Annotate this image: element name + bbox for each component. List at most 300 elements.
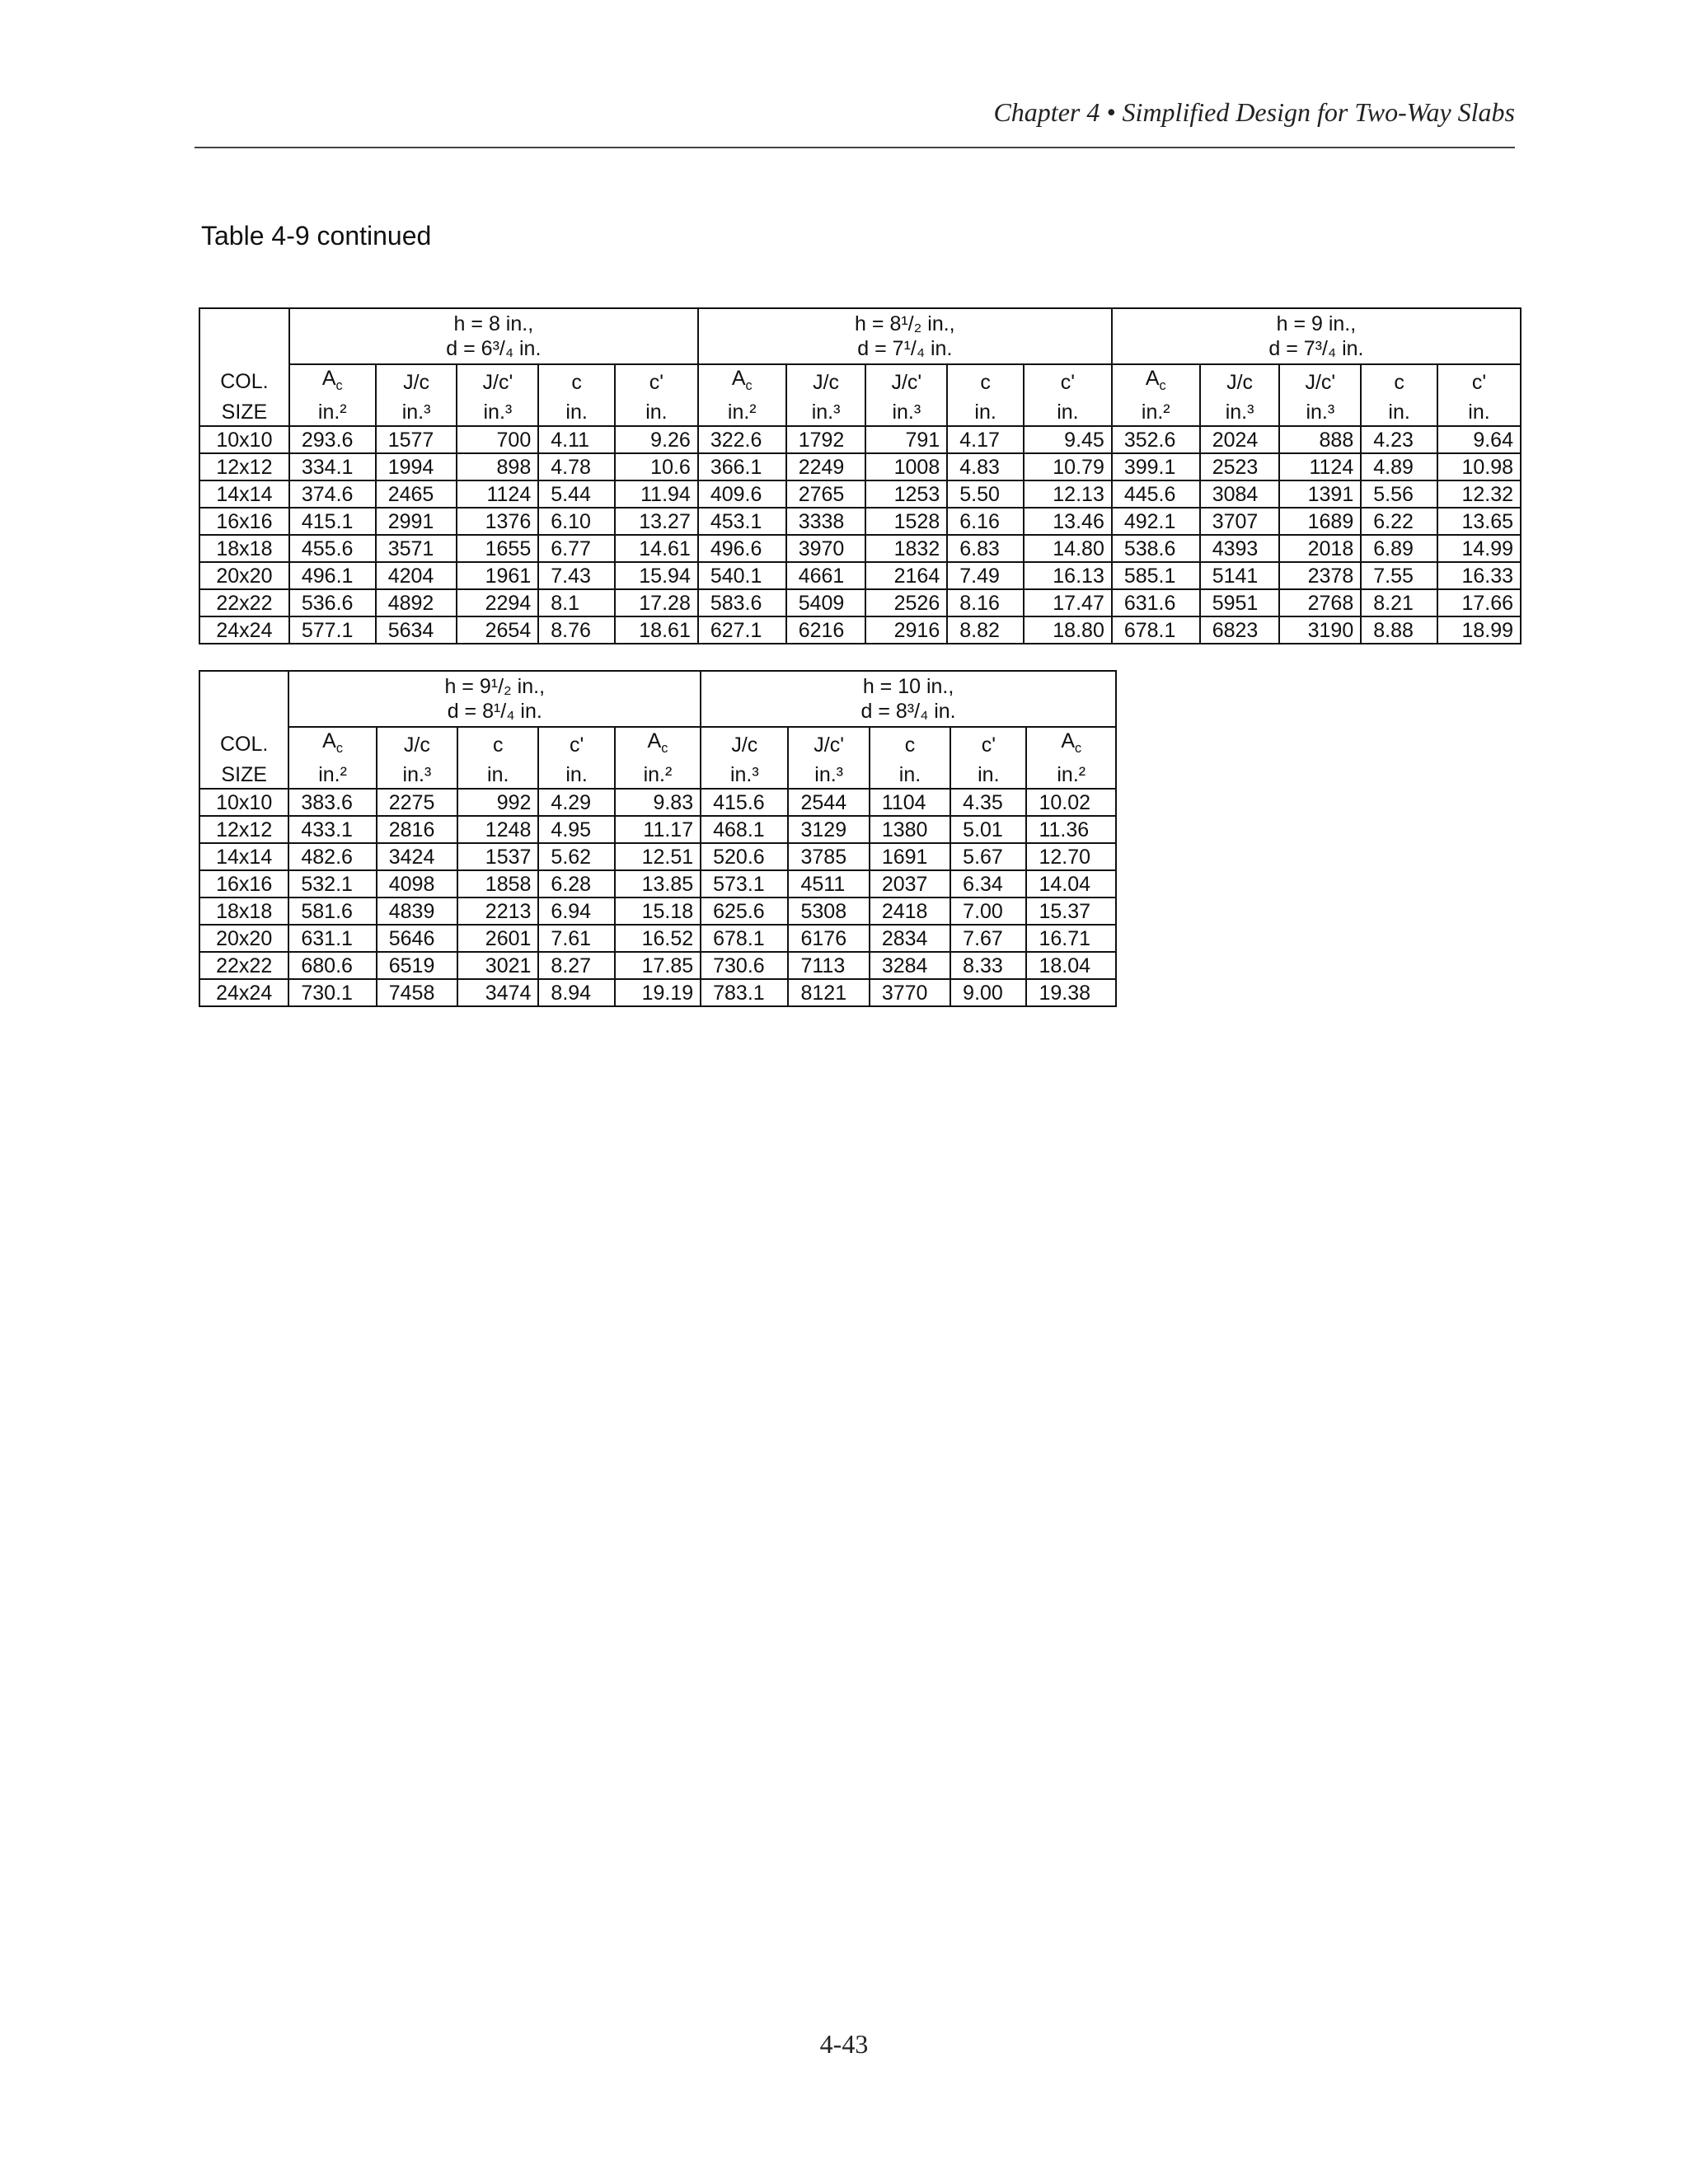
table-row [199,952,1116,979]
table-cell: 8.88 [1361,616,1437,644]
table-cell: 11.17 [615,816,701,843]
table-cell: 433.1 [288,816,376,843]
table-cell: 455.6 [289,535,376,562]
column-unit: in. [950,762,1026,789]
column-unit: in.³ [377,762,457,789]
table-cell: 7113 [788,952,869,979]
table-cell: 1858 [457,870,538,898]
table-cell: 1104 [870,789,950,816]
table-cell: 730.1 [288,979,376,1006]
column-header: c' [1437,364,1521,399]
table-cell: 17.47 [1024,589,1112,616]
group-header-h: h = 9¹/₂ in., [444,675,546,698]
row-col-size: 22x22 [199,589,289,616]
column-header: J/c' [457,364,538,399]
table-cell: 2765 [786,480,866,508]
table-cell: 4.95 [538,816,614,843]
table-row [199,979,1116,1006]
table-cell: 9.45 [1024,426,1112,453]
row-col-size: 18x18 [199,535,289,562]
table-cell: 8.21 [1361,589,1437,616]
table-cell: 5.67 [950,843,1026,870]
table-cell: 4839 [377,898,457,925]
table-cell: 680.6 [288,952,376,979]
table-cell: 16.33 [1437,562,1521,589]
table-cell: 2418 [870,898,950,925]
table-cell: 334.1 [289,453,376,480]
table-cell: 6216 [786,616,866,644]
column-unit: in.³ [701,762,788,789]
table-cell: 17.28 [615,589,698,616]
row-col-size: 16x16 [199,508,289,535]
column-header: c [1361,364,1437,399]
table-cell: 2018 [1279,535,1361,562]
table-cell: 1577 [376,426,457,453]
table-cell: 888 [1279,426,1361,453]
table-cell: 6.22 [1361,508,1437,535]
table-cell: 18.99 [1437,616,1521,644]
table-cell: 898 [457,453,538,480]
table-cell: 17.85 [615,952,701,979]
group-header-h: h = 10 in., [862,675,954,698]
row-col-size: 12x12 [199,816,288,843]
column-unit: in. [870,762,950,789]
table-cell: 2213 [457,898,538,925]
column-unit: in.² [615,762,701,789]
table-cell: 3571 [376,535,457,562]
table-cell: 415.6 [701,789,788,816]
table-row [199,508,1521,535]
column-header: J/c' [788,727,869,762]
running-header-title: Chapter 4 • Simplified Design for Two-Way Slabs [993,97,1515,127]
table-cell: 678.1 [701,925,788,952]
column-header: c' [950,727,1026,762]
table-cell: 12.51 [615,843,701,870]
table-cell: 2544 [788,789,869,816]
column-unit: in. [457,762,538,789]
table-cell: 5308 [788,898,869,925]
table-cell: 496.1 [289,562,376,589]
table-row [199,426,1521,453]
table-row [199,925,1116,952]
table-cell: 9.64 [1437,426,1521,453]
row-col-size: 12x12 [199,453,289,480]
col-size-label-1: COL. [199,727,288,762]
unit-row [199,399,1521,426]
table-cell: 3284 [870,952,950,979]
table-cell: 18.61 [615,616,698,644]
column-header: $A_c$ [288,727,376,762]
table-cell: 791 [865,426,947,453]
table-cell: 14.61 [615,535,698,562]
table-cell: 730.6 [701,952,788,979]
column-header: J/c [701,727,788,762]
table-cell: 7.43 [538,562,615,589]
table-cell: 7.49 [947,562,1024,589]
table-cell: 1124 [457,480,538,508]
table-cell: 6.89 [1361,535,1437,562]
row-col-size: 14x14 [199,843,288,870]
row-col-size: 20x20 [199,562,289,589]
table-cell: 5.62 [538,843,614,870]
column-header: J/c' [865,364,947,399]
table-cell: 4098 [377,870,457,898]
group-header-d: d = 8³/₄ in. [860,700,956,723]
table-cell: 583.6 [698,589,786,616]
table-cell: 12.70 [1026,843,1116,870]
group-header-h: h = 9 in., [1276,312,1357,335]
table-cell: 322.6 [698,426,786,453]
column-unit: in.³ [1200,399,1280,426]
table-cell: 383.6 [288,789,376,816]
table-cell: 3190 [1279,616,1361,644]
table-cell: 12.32 [1437,480,1521,508]
table-cell: 15.18 [615,898,701,925]
table-4-9-part-2 [199,670,1117,1007]
column-header: c' [615,364,698,399]
table-cell: 8.1 [538,589,615,616]
table-cell: 6.10 [538,508,615,535]
table-cell: 5646 [377,925,457,952]
table-cell: 2465 [376,480,457,508]
column-unit: in. [1024,399,1112,426]
table-cell: 783.1 [701,979,788,1006]
column-unit: in. [947,399,1024,426]
table-cell: 2037 [870,870,950,898]
table-cell: 1792 [786,426,866,453]
column-unit: in.³ [1279,399,1361,426]
corner-cell [199,671,288,727]
table-cell: 8.16 [947,589,1024,616]
table-cell: 16.71 [1026,925,1116,952]
table-cell: 4661 [786,562,866,589]
table-cell: 11.36 [1026,816,1116,843]
table-cell: 700 [457,426,538,453]
table-cell: 2834 [870,925,950,952]
table-cell: 6.83 [947,535,1024,562]
row-col-size: 18x18 [199,898,288,925]
col-size-label-2: SIZE [199,762,288,789]
table-cell: 14.80 [1024,535,1112,562]
table-row [199,843,1116,870]
table-cell: 4.17 [947,426,1024,453]
table-row [199,816,1116,843]
column-header: c' [538,727,614,762]
table-cell: 8.82 [947,616,1024,644]
column-unit: in.² [698,399,786,426]
table-cell: 6.94 [538,898,614,925]
table-cell: 9.26 [615,426,698,453]
row-col-size: 14x14 [199,480,289,508]
table-cell: 4.78 [538,453,615,480]
table-row [199,562,1521,589]
table-cell: 4393 [1200,535,1280,562]
table-cell: 4892 [376,589,457,616]
table-cell: 496.6 [698,535,786,562]
table-cell: 3424 [377,843,457,870]
table-cell: 1961 [457,562,538,589]
table-cell: 3021 [457,952,538,979]
column-header: c [457,727,538,762]
column-header: J/c [786,364,866,399]
table-cell: 415.1 [289,508,376,535]
table-cell: 4.29 [538,789,614,816]
table-cell: 2991 [376,508,457,535]
table-cell: 19.19 [615,979,701,1006]
column-header: c' [1024,364,1112,399]
table-cell: 2378 [1279,562,1361,589]
group-header-h: h = 8¹/₂ in., [855,312,955,335]
column-unit: in.³ [865,399,947,426]
table-cell: 4204 [376,562,457,589]
table-cell: 536.6 [289,589,376,616]
table-cell: 7.55 [1361,562,1437,589]
table-cell: 293.6 [289,426,376,453]
column-header: $A_c$ [1026,727,1116,762]
group-header [288,671,701,727]
group-header [698,308,1112,364]
row-col-size: 10x10 [199,789,288,816]
table-cell: 2523 [1200,453,1280,480]
col-size-label-1: COL. [199,364,289,399]
table-cell: 14.99 [1437,535,1521,562]
table-cell: 15.37 [1026,898,1116,925]
table-cell: 577.1 [289,616,376,644]
column-unit: in. [538,399,615,426]
table-cell: 1248 [457,816,538,843]
table-cell: 1655 [457,535,538,562]
column-header: J/c [376,364,457,399]
row-col-size: 10x10 [199,426,289,453]
table-cell: 7.67 [950,925,1026,952]
page-number: 4-43 [819,2029,869,2059]
table-cell: 492.1 [1112,508,1200,535]
table-cell: 14.04 [1026,870,1116,898]
table-cell: 366.1 [698,453,786,480]
table-cell: 6.77 [538,535,615,562]
corner-cell [199,308,289,364]
table-cell: 2275 [377,789,457,816]
table-cell: 18.04 [1026,952,1116,979]
table-cell: 4.35 [950,789,1026,816]
table-cell: 631.1 [288,925,376,952]
column-header: $A_c$ [1112,364,1200,399]
table-cell: 631.6 [1112,589,1200,616]
table-cell: 409.6 [698,480,786,508]
column-unit: in.² [1026,762,1116,789]
column-unit: in. [538,762,614,789]
table-cell: 678.1 [1112,616,1200,644]
column-unit: in. [1437,399,1521,426]
table-cell: 6.16 [947,508,1024,535]
column-header: $A_c$ [289,364,376,399]
table-cell: 5951 [1200,589,1280,616]
table-cell: 13.65 [1437,508,1521,535]
table-cell: 399.1 [1112,453,1200,480]
table-cell: 3770 [870,979,950,1006]
table-cell: 627.1 [698,616,786,644]
table-cell: 7.00 [950,898,1026,925]
table-row [199,789,1116,816]
table-cell: 1253 [865,480,947,508]
row-col-size: 16x16 [199,870,288,898]
table-cell: 5.56 [1361,480,1437,508]
table-cell: 12.13 [1024,480,1112,508]
column-unit: in. [1361,399,1437,426]
table-cell: 8.94 [538,979,614,1006]
table-cell: 6519 [377,952,457,979]
table-cell: 5.44 [538,480,615,508]
table-cell: 2601 [457,925,538,952]
table-cell: 520.6 [701,843,788,870]
table-cell: 1380 [870,816,950,843]
table-cell: 6176 [788,925,869,952]
table-cell: 1124 [1279,453,1361,480]
column-header: $A_c$ [615,727,701,762]
table-row [199,870,1116,898]
table-cell: 8.33 [950,952,1026,979]
running-header [195,97,1515,148]
column-unit: in. [615,399,698,426]
column-header-row [199,727,1116,762]
table-cell: 10.98 [1437,453,1521,480]
table-cell: 7.61 [538,925,614,952]
table-cell: 2768 [1279,589,1361,616]
table-cell: 4.83 [947,453,1024,480]
row-col-size: 24x24 [199,616,289,644]
table-cell: 5409 [786,589,866,616]
column-header: J/c [1200,364,1280,399]
table-cell: 2294 [457,589,538,616]
column-unit: in.² [288,762,376,789]
table-cell: 6.34 [950,870,1026,898]
table-cell: 5141 [1200,562,1280,589]
table-cell: 585.1 [1112,562,1200,589]
row-col-size: 22x22 [199,952,288,979]
column-header: $A_c$ [698,364,786,399]
table-cell: 482.6 [288,843,376,870]
table-cell: 2916 [865,616,947,644]
table-cell: 2654 [457,616,538,644]
table-cell: 7458 [377,979,457,1006]
table-cell: 11.94 [615,480,698,508]
table-cell: 3474 [457,979,538,1006]
table-cell: 992 [457,789,538,816]
column-unit: in.² [289,399,376,426]
column-unit: in.³ [788,762,869,789]
table-cell: 1689 [1279,508,1361,535]
group-header-d: d = 7³/₄ in. [1268,337,1364,360]
table-cell: 3785 [788,843,869,870]
column-header: c [538,364,615,399]
row-col-size: 20x20 [199,925,288,952]
group-header [701,671,1116,727]
table-cell: 4.23 [1361,426,1437,453]
table-cell: 573.1 [701,870,788,898]
table-cell: 4511 [788,870,869,898]
column-header: c [870,727,950,762]
column-header: J/c' [1279,364,1361,399]
table-cell: 10.6 [615,453,698,480]
column-unit: in.³ [457,399,538,426]
table-cell: 18.80 [1024,616,1112,644]
table-cell: 2024 [1200,426,1280,453]
table-4-9-part-1 [199,307,1522,644]
table-cell: 468.1 [701,816,788,843]
table-row [199,589,1521,616]
unit-row [199,762,1116,789]
table-cell: 2249 [786,453,866,480]
table-cell: 10.79 [1024,453,1112,480]
column-unit: in.³ [786,399,866,426]
table-cell: 13.85 [615,870,701,898]
table-cell: 17.66 [1437,589,1521,616]
group-header-row [199,308,1521,364]
table-cell: 1008 [865,453,947,480]
table-cell: 532.1 [288,870,376,898]
table-cell: 1391 [1279,480,1361,508]
table-cell: 2164 [865,562,947,589]
group-header-h: h = 8 in., [453,312,534,335]
table-cell: 9.83 [615,789,701,816]
table-cell: 1691 [870,843,950,870]
table-cell: 3707 [1200,508,1280,535]
table-cell: 5.01 [950,816,1026,843]
table-row [199,480,1521,508]
table-cell: 352.6 [1112,426,1200,453]
table-cell: 374.6 [289,480,376,508]
table-cell: 453.1 [698,508,786,535]
group-header-row [199,671,1116,727]
column-header-row [199,364,1521,399]
table-cell: 540.1 [698,562,786,589]
table-cell: 3129 [788,816,869,843]
column-header: J/c [377,727,457,762]
group-header-d: d = 7¹/₄ in. [857,337,953,360]
col-size-label-2: SIZE [199,399,289,426]
table-cell: 10.02 [1026,789,1116,816]
table-cell: 5634 [376,616,457,644]
group-header-d: d = 8¹/₄ in. [447,700,542,723]
table-cell: 1537 [457,843,538,870]
table-title: Table 4-9 continued [201,221,432,251]
table-cell: 4.11 [538,426,615,453]
table-cell: 9.00 [950,979,1026,1006]
table-cell: 13.27 [615,508,698,535]
table-cell: 3084 [1200,480,1280,508]
table-cell: 625.6 [701,898,788,925]
table-cell: 4.89 [1361,453,1437,480]
group-header [289,308,698,364]
table-row [199,535,1521,562]
table-cell: 19.38 [1026,979,1116,1006]
table-cell: 1994 [376,453,457,480]
table-row [199,453,1521,480]
table-cell: 1832 [865,535,947,562]
column-unit: in.³ [376,399,457,426]
table-cell: 6823 [1200,616,1280,644]
group-header [1112,308,1521,364]
table-cell: 3970 [786,535,866,562]
row-col-size: 24x24 [199,979,288,1006]
table-cell: 3338 [786,508,866,535]
column-header: c [947,364,1024,399]
table-cell: 5.50 [947,480,1024,508]
table-cell: 538.6 [1112,535,1200,562]
table-cell: 2526 [865,589,947,616]
table-cell: 6.28 [538,870,614,898]
group-header-d: d = 6³/₄ in. [446,337,542,360]
